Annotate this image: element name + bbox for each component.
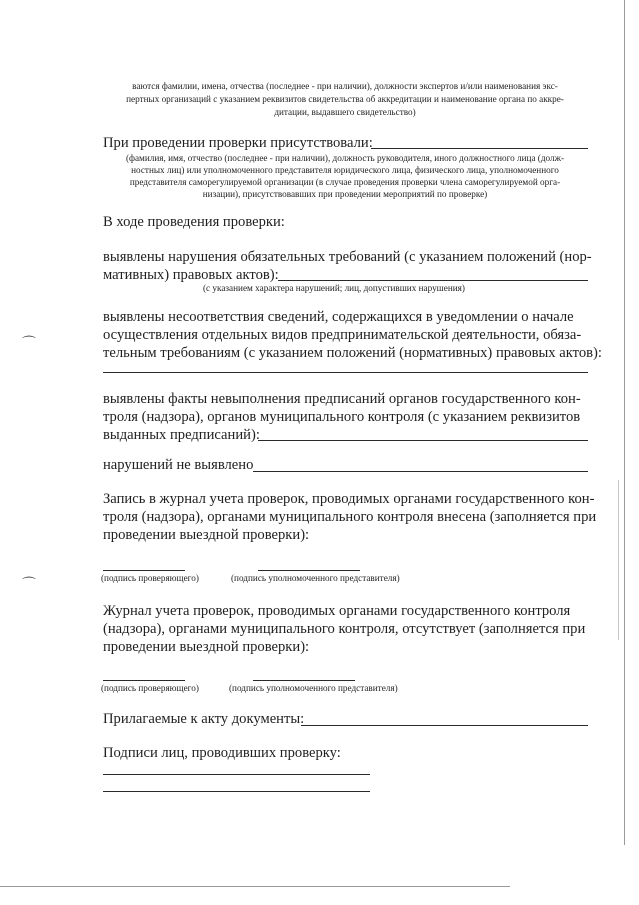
present-field-line[interactable] — [371, 148, 588, 149]
mismatches-line-1: выявлены несоответствия сведений, содержащихся в уведомлении о начале — [103, 309, 574, 325]
inspector-signature-caption-1: (подпись проверяющего) — [101, 573, 199, 583]
mismatches-line-3: тельным требованиям (с указанием положений (нормативных) правовых актов): — [103, 345, 602, 361]
nonfulfillment-line-1: выявлены факты невыполнения предписаний органов государственного кон- — [103, 391, 581, 407]
journal-entry-line-1: Запись в журнал учета проверок, проводимых органами государственного кон- — [103, 491, 595, 507]
violations-field-line[interactable] — [278, 280, 588, 281]
nonfulfillment-line-2: троля (надзора), органов муниципального контроля (с указанием реквизитов — [103, 409, 581, 425]
no-violations-label: нарушений не выявлено — [103, 457, 254, 473]
present-note-line-3: представителя саморегулируемой организации (в случае проведения проверки члена саморегулируемой орга- — [129, 177, 561, 187]
header-note-line-3: дитации, выдавшего свидетельство) — [274, 107, 416, 117]
present-note-line-1: (фамилия, имя, отчество (последнее - при наличии), должность руководителя, иного должностного лица (долж- — [125, 153, 565, 163]
margin-mark-1: ⌒ — [22, 337, 36, 352]
inspector-signature-line-1[interactable] — [103, 570, 185, 571]
present-label: При проведении проверки присутствовали: — [103, 135, 373, 151]
representative-signature-caption-1: (подпись уполномоченного представителя) — [231, 573, 400, 583]
nonfulfillment-line-3: выданных предписаний): — [103, 427, 260, 443]
nonfulfillment-field-line[interactable] — [258, 440, 588, 441]
scan-edge-right — [624, 0, 625, 845]
no-violations-field-line[interactable] — [253, 471, 588, 472]
header-note-line-2: пертных организаций с указанием реквизитов свидетельства об аккредитации и наименование органа по аккре- — [126, 94, 564, 104]
during-heading: В ходе проведения проверки: — [103, 214, 285, 230]
inspector-signature-line-2[interactable] — [103, 680, 185, 681]
violations-line-2: мативных) правовых актов): — [103, 267, 279, 283]
representative-signature-caption-2: (подпись уполномоченного представителя) — [229, 683, 398, 693]
journal-entry-line-3: проведении выездной проверки): — [103, 527, 310, 543]
inspector-signature-caption-2: (подпись проверяющего) — [101, 683, 199, 693]
violations-caption: (с указанием характера нарушений; лиц, допустивших нарушения) — [203, 283, 465, 293]
representative-signature-line-2[interactable] — [253, 680, 355, 681]
attachments-field-line[interactable] — [301, 725, 588, 726]
representative-signature-line-1[interactable] — [258, 570, 360, 571]
violations-line-1: выявлены нарушения обязательных требований (с указанием положений (нор- — [103, 249, 592, 265]
inspectors-signature-line-2[interactable] — [103, 791, 370, 792]
present-note-line-4: низации), присутствовавших при проведении мероприятий по проверке) — [202, 189, 488, 199]
journal-absent-line-2: (надзора), органами муниципального контроля, отсутствует (заполняется при — [103, 621, 586, 637]
header-note-line-1: ваются фамилии, имена, отчества (последнее - при наличии), должности экспертов и/или наименования экс- — [132, 81, 558, 91]
attachments-label: Прилагаемые к акту документы: — [103, 711, 305, 727]
scan-bottom-rule — [0, 886, 510, 887]
inspectors-signatures-label: Подписи лиц, проводивших проверку: — [103, 745, 341, 761]
mismatches-line-2: осуществления отдельных видов предпринимательской деятельности, обяза- — [103, 327, 582, 343]
margin-mark-2: ⌒ — [22, 578, 36, 593]
journal-entry-line-2: троля (надзора), органами муниципального контроля внесена (заполняется при — [103, 509, 597, 525]
scan-edge-right-inner — [618, 480, 619, 640]
mismatches-field-line[interactable] — [103, 372, 588, 373]
journal-absent-line-1: Журнал учета проверок, проводимых органами государственного контроля — [103, 603, 571, 619]
journal-absent-line-3: проведении выездной проверки): — [103, 639, 310, 655]
inspectors-signature-line-1[interactable] — [103, 774, 370, 775]
present-note-line-2: ностных лиц) или уполномоченного представителя юридического лица, физического лица, уполномоченного — [131, 165, 559, 175]
